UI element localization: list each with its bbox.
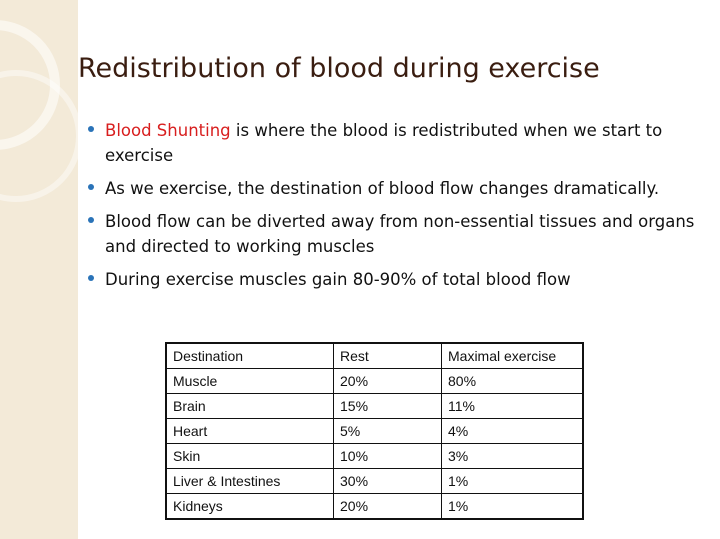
table-cell: Muscle <box>166 369 334 394</box>
table-cell: 1% <box>442 469 584 494</box>
bullet-text: is where the blood is redistributed when we start to exercise <box>105 121 663 165</box>
bullet-item <box>88 118 698 168</box>
table-cell: Liver & Intestines <box>166 469 334 494</box>
bullet-dot-icon <box>88 217 94 223</box>
bullet-list <box>88 118 698 300</box>
table-row <box>166 444 583 469</box>
table-cell: 5% <box>334 419 442 444</box>
table-cell: 11% <box>442 394 584 419</box>
slide-title: Redistribution of blood during exercise <box>78 53 600 84</box>
table-cell: 20% <box>334 494 442 520</box>
table-cell: Skin <box>166 444 334 469</box>
bullet-dot-icon <box>88 275 94 281</box>
table-cell: Heart <box>166 419 334 444</box>
table-cell: 80% <box>442 369 584 394</box>
table-header-cell: Destination <box>166 343 334 369</box>
table-row <box>166 369 583 394</box>
table-cell: 10% <box>334 444 442 469</box>
table-row <box>166 469 583 494</box>
table-cell: Brain <box>166 394 334 419</box>
table-header-cell: Rest <box>334 343 442 369</box>
table-row <box>166 494 583 520</box>
decorative-side-band <box>0 0 78 539</box>
table-header-cell: Maximal exercise <box>442 343 584 369</box>
bullet-text: As we exercise, the destination of blood flow changes dramatically. <box>105 179 660 198</box>
table-cell: Kidneys <box>166 494 334 520</box>
bullet-item <box>88 267 698 292</box>
bullet-text: Blood flow can be diverted away from non-essential tissues and organs and directed to working muscles <box>105 212 695 256</box>
highlight-term: Blood Shunting <box>105 121 231 140</box>
table-cell: 20% <box>334 369 442 394</box>
bullet-text: During exercise muscles gain 80-90% of total blood flow <box>105 270 571 289</box>
table-row <box>166 419 583 444</box>
bullet-item <box>88 209 698 259</box>
table-cell: 15% <box>334 394 442 419</box>
table-cell: 30% <box>334 469 442 494</box>
table-cell: 3% <box>442 444 584 469</box>
bullet-dot-icon <box>88 126 94 132</box>
bullet-item <box>88 176 698 201</box>
table-cell: 1% <box>442 494 584 520</box>
table-header-row <box>166 343 583 369</box>
blood-flow-table <box>165 342 584 520</box>
table-cell: 4% <box>442 419 584 444</box>
decorative-ring <box>0 70 82 202</box>
bullet-dot-icon <box>88 184 94 190</box>
table-row <box>166 394 583 419</box>
